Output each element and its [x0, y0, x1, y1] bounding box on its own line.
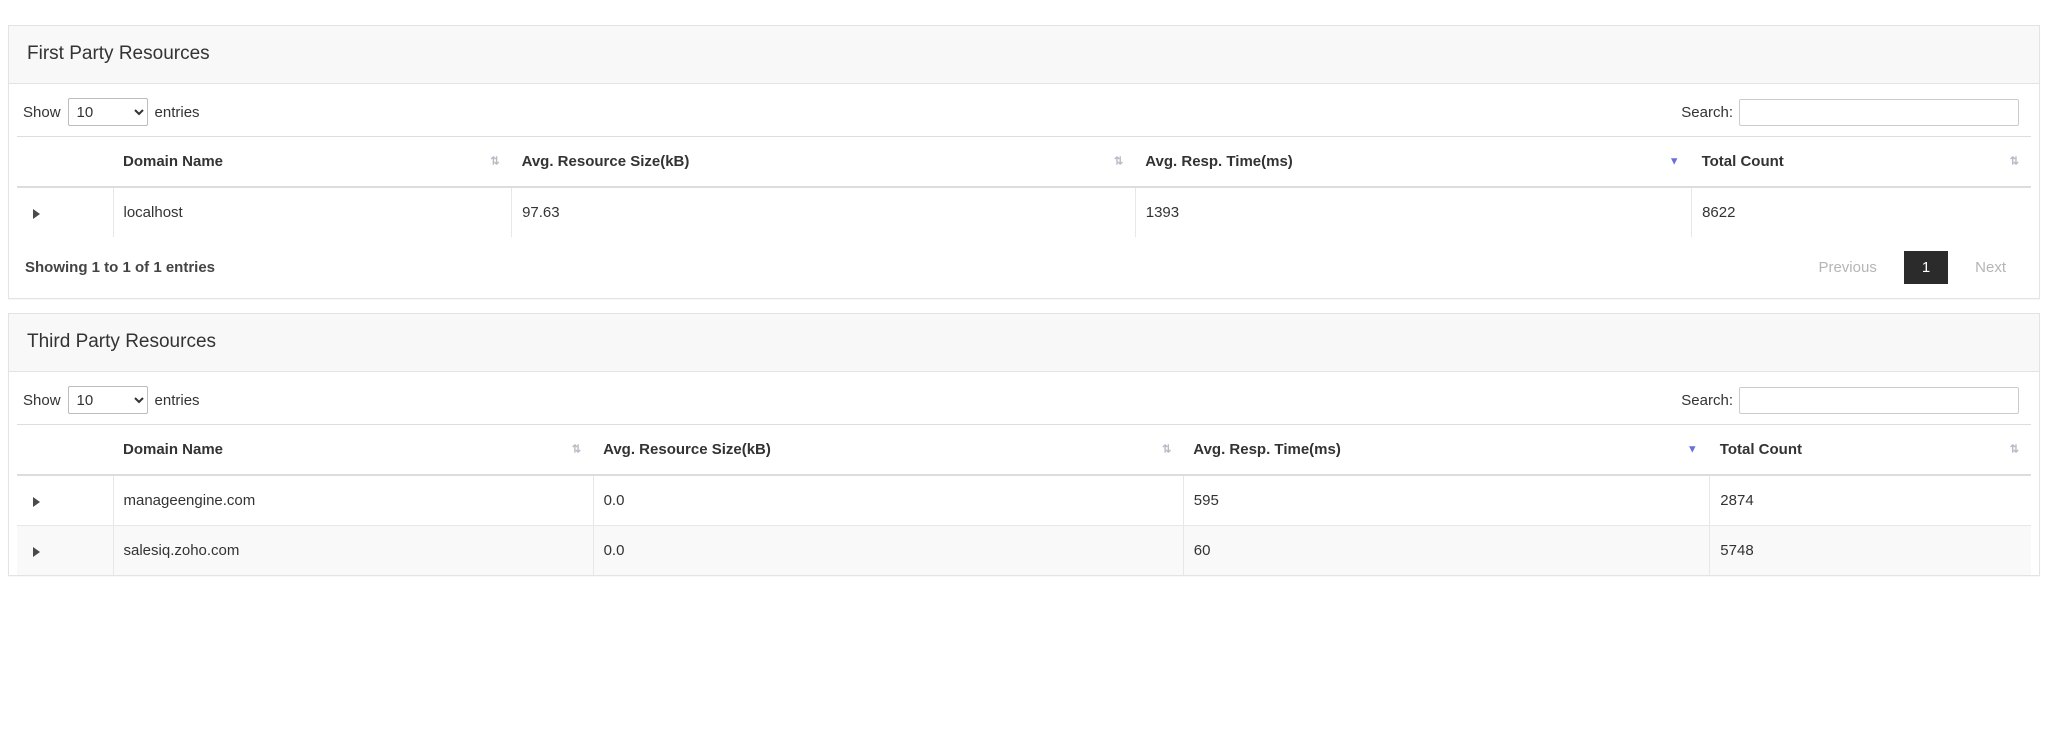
column-header-avg-resource-size[interactable]: [512, 137, 1136, 188]
expand-row-icon[interactable]: [33, 209, 40, 219]
cell-avg-resp-time: 1393: [1135, 187, 1691, 237]
sort-both-icon[interactable]: ⇅: [2009, 443, 2019, 455]
column-label-avg-resource-size: Avg. Resource Size(kB): [603, 441, 771, 458]
pagination-first-party: [1801, 251, 2023, 284]
table-row[interactable]: [17, 526, 2031, 576]
table-body-third-party: [17, 475, 2031, 575]
column-header-avg-resource-size[interactable]: [593, 425, 1183, 476]
column-header-avg-resp-time[interactable]: [1183, 425, 1710, 476]
row-expand-cell[interactable]: [17, 526, 113, 576]
cell-avg-resp-time: 60: [1183, 526, 1710, 576]
column-header-domain-name[interactable]: [113, 425, 593, 476]
resources-table-first-party: [17, 136, 2031, 237]
cell-total-count: 8622: [1692, 187, 2031, 237]
sort-both-icon[interactable]: ⇅: [571, 443, 582, 455]
search-input-third-party[interactable]: [1739, 387, 2019, 414]
column-label-total-count: Total Count: [1719, 441, 1802, 458]
length-label-after: entries: [154, 391, 200, 409]
pagination-previous-button[interactable]: Previous: [1818, 259, 1877, 276]
panel-third-party-resources: [8, 313, 2040, 576]
pagination-page-1-button[interactable]: 1: [1904, 251, 1948, 284]
cell-avg-resource-size: 0.0: [593, 526, 1183, 576]
column-label-avg-resp-time: Avg. Resp. Time(ms): [1145, 153, 1293, 170]
column-label-domain-name: Domain Name: [123, 153, 224, 170]
sort-desc-icon[interactable]: ▼: [1686, 443, 1698, 455]
pagination-next-button[interactable]: Next: [1975, 259, 2006, 276]
length-label-before: Show: [23, 391, 61, 409]
cell-total-count: 2874: [1710, 475, 2031, 526]
search-input-first-party[interactable]: [1739, 99, 2019, 126]
entries-per-page-select-first-party[interactable]: [68, 98, 148, 126]
table-row[interactable]: [17, 475, 2031, 526]
table-header-row: [17, 425, 2031, 476]
length-control-first-party: [23, 98, 200, 126]
panel-first-party-resources: [8, 25, 2040, 299]
cell-total-count: 5748: [1710, 526, 2031, 576]
panel-body-third-party: [9, 372, 2039, 575]
search-label-first-party: Search:: [1681, 103, 1733, 121]
table-header-row: [17, 137, 2031, 188]
column-label-domain-name: Domain Name: [123, 441, 224, 458]
sort-both-icon[interactable]: ⇅: [1162, 443, 1172, 455]
cell-avg-resource-size: 0.0: [593, 475, 1183, 526]
column-header-expand[interactable]: [17, 425, 113, 476]
length-label-after: entries: [154, 103, 200, 121]
column-label-total-count: Total Count: [1701, 153, 1784, 170]
cell-domain-name: manageengine.com: [113, 475, 593, 526]
row-expand-cell[interactable]: [17, 475, 113, 526]
datatable-footer-first-party: [17, 237, 2031, 298]
panel-body-first-party: [9, 84, 2039, 298]
table-head-third-party: [17, 425, 2031, 476]
cell-domain-name: salesiq.zoho.com: [113, 526, 593, 576]
column-header-avg-resp-time[interactable]: [1135, 137, 1691, 188]
entries-per-page-select-third-party[interactable]: [68, 386, 148, 414]
sort-both-icon[interactable]: ⇅: [1114, 155, 1124, 167]
search-control-third-party: [1681, 387, 2025, 414]
sort-both-icon[interactable]: ⇅: [490, 155, 500, 167]
sort-both-icon[interactable]: ⇅: [2009, 155, 2019, 167]
length-label-before: Show: [23, 103, 61, 121]
cell-avg-resource-size: 97.63: [512, 187, 1136, 237]
cell-avg-resp-time: 595: [1183, 475, 1710, 526]
search-label-third-party: Search:: [1681, 391, 1733, 409]
column-header-expand[interactable]: [17, 137, 113, 188]
expand-row-icon[interactable]: [33, 547, 40, 557]
column-label-avg-resource-size: Avg. Resource Size(kB): [521, 153, 690, 170]
column-header-domain-name[interactable]: [113, 137, 512, 188]
length-control-third-party: [23, 386, 200, 414]
table-head-first-party: [17, 137, 2031, 188]
datatable-controls-third-party: [17, 382, 2031, 424]
row-expand-cell[interactable]: [17, 187, 113, 237]
cell-domain-name: localhost: [113, 187, 512, 237]
sort-desc-icon[interactable]: ▼: [1668, 155, 1680, 167]
column-header-total-count[interactable]: [1692, 137, 2031, 188]
column-header-total-count[interactable]: [1710, 425, 2031, 476]
search-control-first-party: [1681, 99, 2025, 126]
table-info-first-party: Showing 1 to 1 of 1 entries: [25, 259, 216, 276]
resources-table-third-party: [17, 424, 2031, 575]
expand-row-icon[interactable]: [33, 497, 40, 507]
panel-title-third-party: Third Party Resources: [9, 314, 2039, 372]
column-label-avg-resp-time: Avg. Resp. Time(ms): [1193, 441, 1341, 458]
table-body-first-party: [17, 187, 2031, 237]
panel-title-first-party: First Party Resources: [9, 26, 2039, 84]
table-row[interactable]: [17, 187, 2031, 237]
datatable-controls-first-party: [17, 94, 2031, 136]
